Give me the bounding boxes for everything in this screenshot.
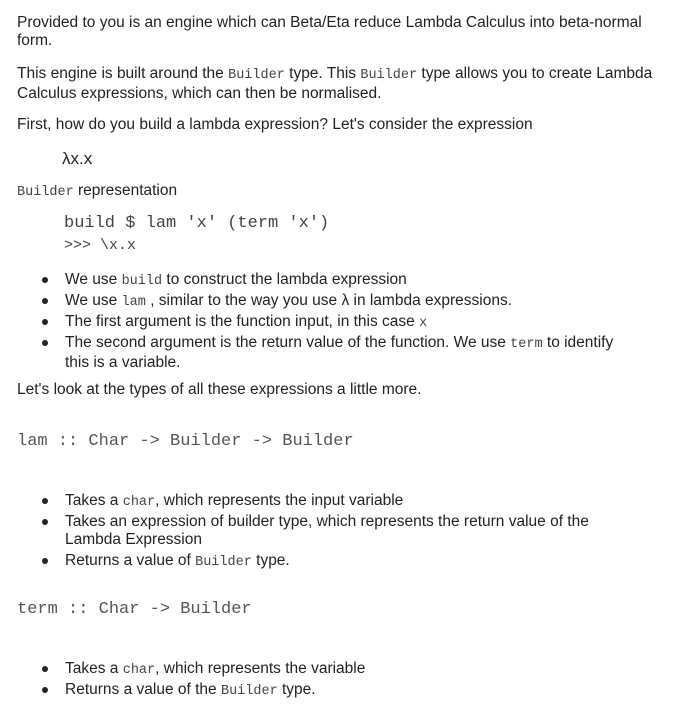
list-item-text: type. [277,681,316,698]
list-item [17,492,637,512]
list-item [17,292,637,312]
list-item-code: build [121,274,163,289]
list-item [17,552,637,572]
list-item [17,334,637,372]
lambda-expression: λx.x [62,149,93,168]
list-item-code: lam [121,295,146,310]
list-item-text: , similar to the way you use λ in lambda expressions. [145,292,513,309]
list-item-code: Builder [195,555,252,570]
list-item-code: char [122,495,156,510]
representation-code: Builder [17,185,74,200]
builder-paragraph [17,65,657,103]
list-item-text: Takes a [65,660,123,677]
types-intro-paragraph [17,381,657,399]
list-item [17,313,637,333]
list-item-text: Takes an expression of builder type, which represents the return value of the Lambda Expression [65,513,589,548]
builder-code-2: Builder [360,68,418,83]
intro-paragraph [17,14,657,50]
list-item [17,513,637,551]
list-item-text: to identify this is a variable. [65,334,614,371]
representation-paragraph [17,182,657,202]
list-item-text: type. [251,552,290,569]
list-item-text: Returns a value of the [65,681,221,698]
list-item-code: term [510,337,543,352]
builder-code-1: Builder [228,68,285,83]
example-code-line-1: build $ lam 'x' (term 'x') [64,214,330,233]
builder-text-b: type. This [284,65,361,82]
list-item-code: Builder [220,684,278,699]
lam-type-signature: lam :: Char -> Builder -> Builder [17,432,354,451]
list-item-text: The second argument is the return value of the function. We use [65,334,511,351]
question-paragraph [17,116,657,134]
list-item-text: to construct the lambda expression [162,271,407,288]
list-item-text: , which represents the input variable [155,492,404,509]
list-item-text: , which represents the variable [155,660,366,677]
list-item [17,681,637,701]
term-type-signature: term :: Char -> Builder [17,600,252,619]
lam-description-list [17,492,637,573]
list-item-text: We use [65,292,122,309]
builder-text-c: type allows you to create Lambda Calculus expressions, which can then be normalised. [17,65,653,102]
list-item-text: Takes a [65,492,123,509]
list-item-text: Returns a value of [65,552,196,569]
example-code-line-2: >>> \x.x [64,237,137,254]
list-item [17,660,637,680]
term-description-list [17,660,637,702]
intro-text: Provided to you is an engine which can Beta/Eta reduce Lambda Calculus into beta-normal form. [17,14,642,49]
list-item-text: The first argument is the function input, in this case [65,313,420,330]
list-item [17,271,637,291]
explanation-list [17,271,637,373]
types-intro-text: Let's look at the types of all these expressions a little more. [17,381,422,398]
list-item-code: char [122,663,156,678]
builder-text-a: This engine is built around the [17,65,229,82]
question-text: First, how do you build a lambda expression? Let's consider the expression [17,116,533,133]
list-item-code: x [419,316,428,331]
list-item-text: We use [65,271,122,288]
representation-text: representation [73,182,178,199]
